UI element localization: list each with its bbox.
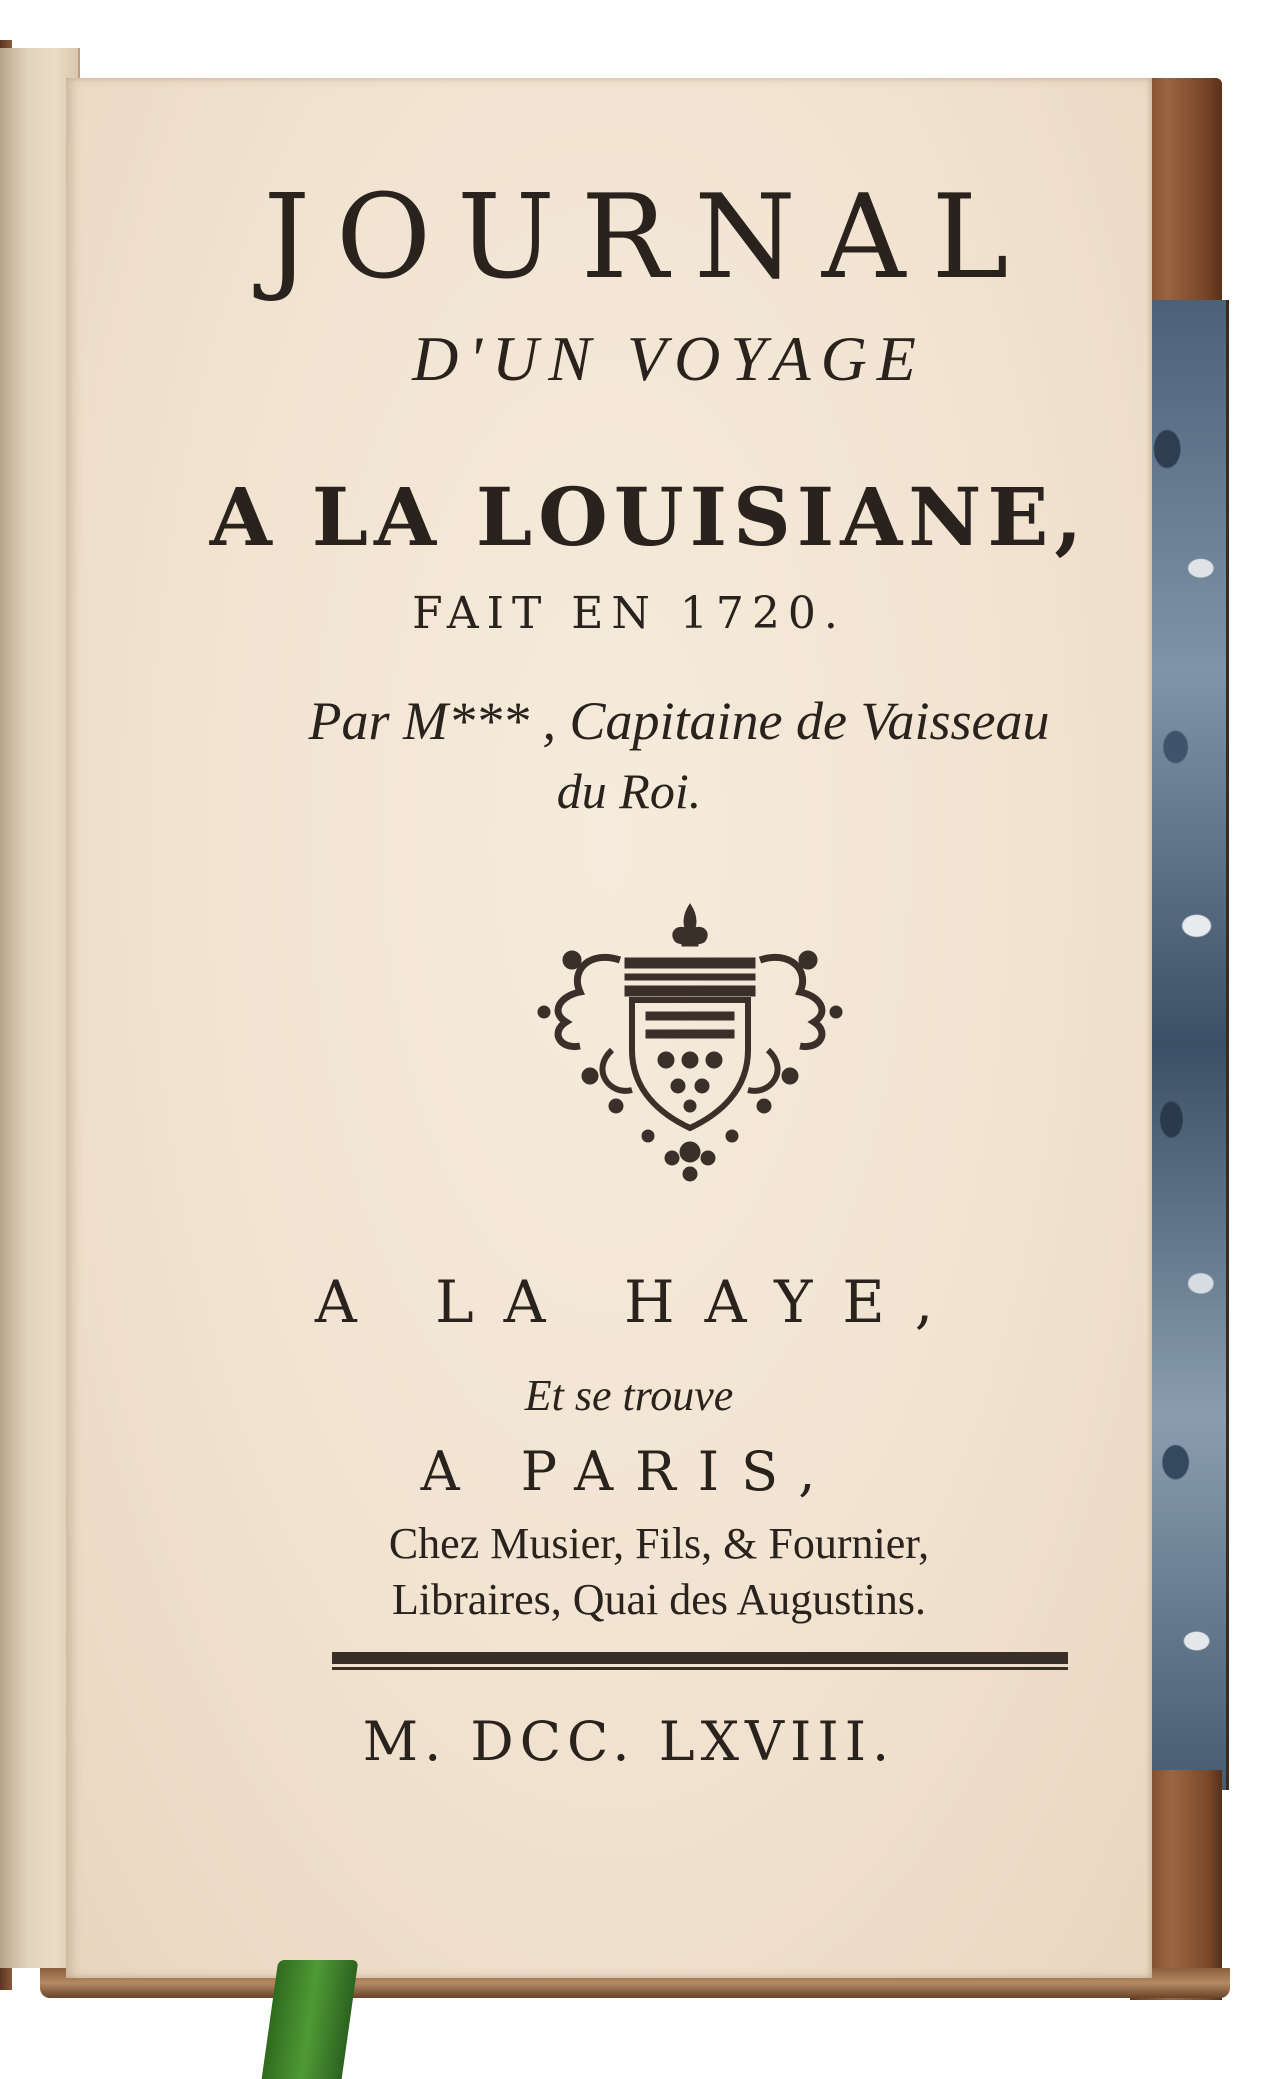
publication-date: M. DCC. LXVIII. xyxy=(362,1710,896,1773)
subtitle-line-2: A LA LOUISIANE, xyxy=(209,470,1089,564)
subtitle-line-1: D'UN VOYAGE xyxy=(412,323,926,394)
imprint-place: A LA HAYE, xyxy=(314,1268,964,1336)
rule-thin xyxy=(332,1667,1068,1670)
ribbon-bookmark xyxy=(262,1960,359,2079)
imprint-note: Et se trouve xyxy=(524,1371,734,1420)
rule-thick xyxy=(332,1652,1068,1664)
author-line-2: du Roi. xyxy=(556,763,702,819)
publisher-line-2: Libraires, Quai des Augustins. xyxy=(391,1575,927,1624)
author-line-1: Par M*** , Capitaine de Vaisseau xyxy=(308,691,1050,751)
book-title: JOURNAL xyxy=(263,170,1035,305)
imprint-city: A PARIS, xyxy=(420,1440,838,1503)
double-rule-divider xyxy=(332,1652,1068,1670)
publisher-line-1: Chez Musier, Fils, & Fournier, xyxy=(388,1519,930,1568)
subtitle-line-3: FAIT EN 1720. xyxy=(412,588,846,639)
fleur-de-lis-crest-icon xyxy=(520,900,860,1190)
